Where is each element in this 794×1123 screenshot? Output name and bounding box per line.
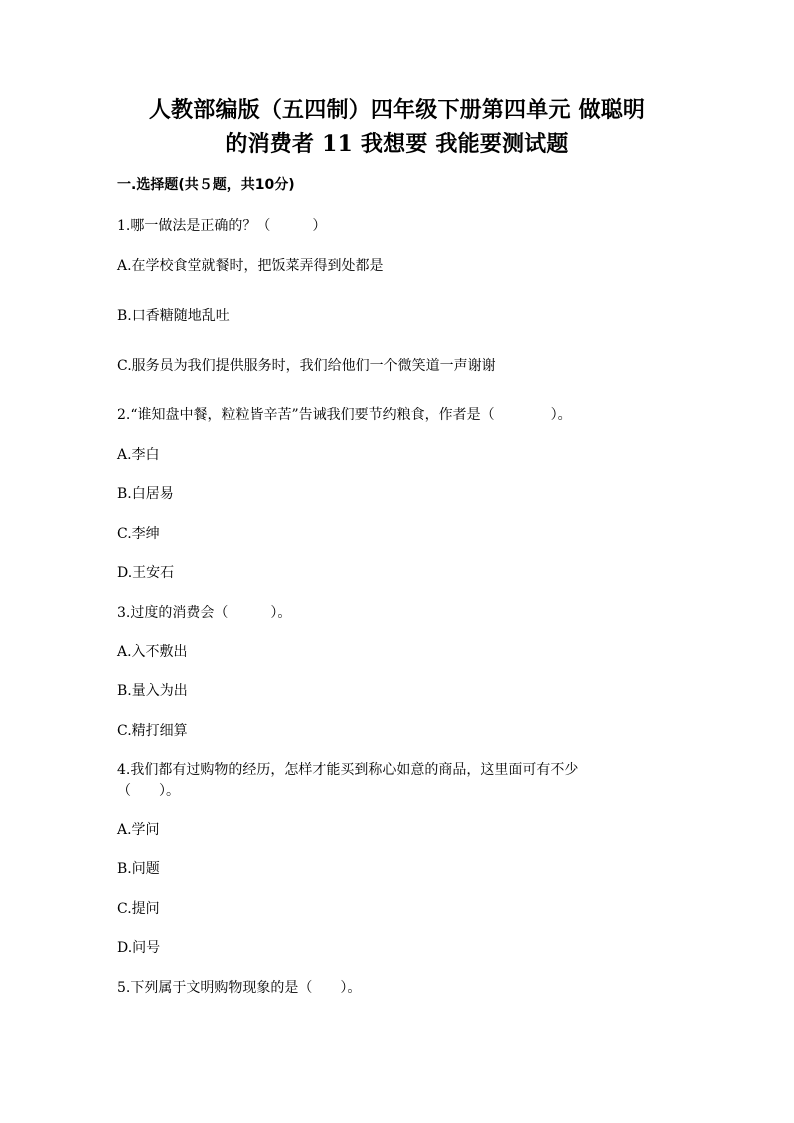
- question-2-option-c: C.李绅: [117, 526, 160, 542]
- question-2-option-b: B.白居易: [117, 486, 174, 502]
- question-4-option-d: D.问号: [117, 940, 161, 956]
- question-3-option-b: B.量入为出: [117, 683, 188, 699]
- question-1-option-a: A.在学校食堂就餐时，把饭菜弄得到处都是: [117, 258, 384, 274]
- question-4-stem-line-2: （ ）。: [117, 783, 180, 799]
- question-2-option-d: D.王安石: [117, 565, 175, 581]
- question-3-option-c: C.精打细算: [117, 723, 188, 739]
- question-4-option-a: A.学问: [117, 822, 160, 838]
- question-4-option-c: C.提问: [117, 901, 160, 917]
- question-4-option-b: B.问题: [117, 861, 160, 877]
- question-4-stem-line-1: 4.我们都有过购物的经历，怎样才能买到称心如意的商品，这里面可有不少: [117, 762, 579, 778]
- question-1-option-b: B.口香糖随地乱吐: [117, 308, 230, 324]
- question-3-stem: 3.过度的消费会（ ）。: [117, 605, 292, 621]
- question-1-option-c: C.服务员为我们提供服务时，我们给他们一个微笑道一声谢谢: [117, 358, 496, 374]
- question-2-option-a: A.李白: [117, 447, 160, 463]
- question-2-stem: 2.“谁知盘中餐，粒粒皆辛苦”告诫我们要节约粮食，作者是（ ）。: [117, 407, 572, 423]
- document-title-line-1: 人教部编版（五四制）四年级下册第四单元 做聪明: [148, 97, 646, 123]
- question-1-stem: 1.哪一做法是正确的？（ ）: [117, 218, 327, 234]
- section-heading: 一.选择题(共５题，共10分): [117, 177, 295, 193]
- question-5-stem: 5.下列属于文明购物现象的是（ ）。: [117, 980, 362, 996]
- question-3-option-a: A.入不敷出: [117, 644, 188, 660]
- document-title-line-2: 的消费者 11 我想要 我能要测试题: [225, 131, 569, 157]
